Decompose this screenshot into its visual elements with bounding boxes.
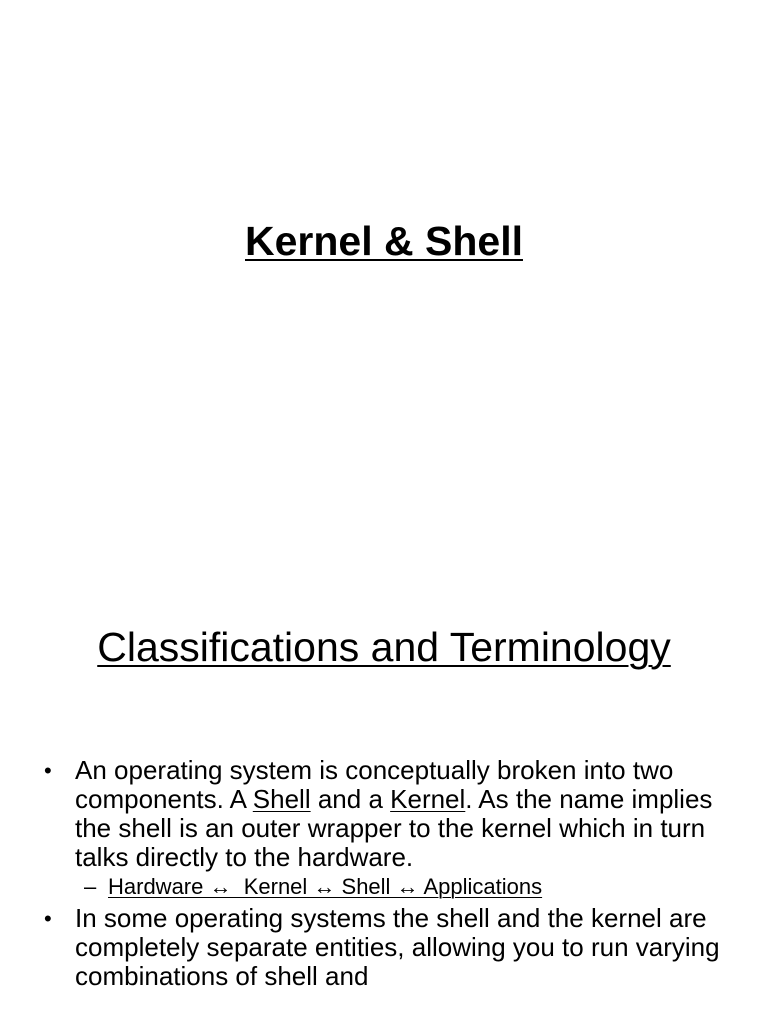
slide-title: Kernel & Shell — [245, 218, 523, 264]
bullet-mark: • — [44, 906, 52, 931]
bullet-text: In some operating systems the shell and the kernel are completely separate entities, allowing you to run varying combinations of shell and — [75, 903, 720, 991]
bullet-list — [44, 756, 734, 991]
bullet-text: and a — [310, 784, 391, 814]
bullet-text: . As the name implies the shell is an outer wrapper to the kernel which in turn talks directly to the hardware. — [75, 784, 713, 872]
bullet-text: An operating system is conceptually broken into two components. A — [75, 755, 674, 814]
layer-chain: Hardware ↔ Kernel ↔ Shell ↔ Applications — [108, 874, 543, 899]
shell-term: Shell — [252, 784, 311, 814]
bullet-item — [44, 756, 734, 872]
sub-bullet-item — [44, 872, 734, 901]
bullet-mark: • — [44, 758, 52, 783]
slide-classifications — [0, 576, 768, 1024]
bullet-item — [44, 904, 734, 991]
slide-title: Classifications and Terminology — [97, 624, 671, 670]
kernel-term: Kernel — [390, 784, 466, 814]
dash-mark: – — [84, 874, 97, 899]
